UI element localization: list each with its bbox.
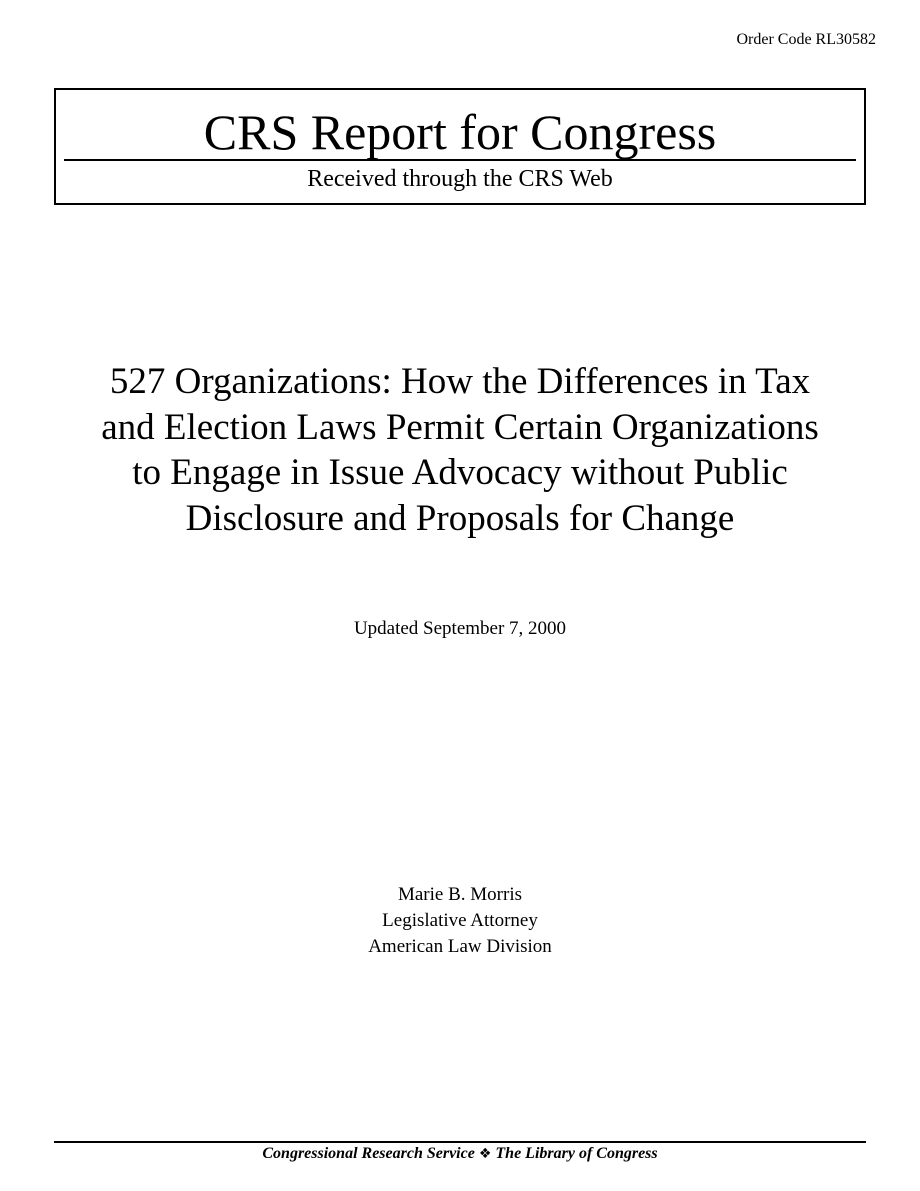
footer xyxy=(0,1143,920,1165)
footer-separator-icon: ❖ xyxy=(478,1146,492,1162)
document-title xyxy=(60,359,860,541)
footer-library: The Library of Congress xyxy=(495,1145,658,1162)
document-title-line: Disclosure and Proposals for Change xyxy=(185,497,735,539)
document-title-line: and Election Laws Permit Certain Organizations xyxy=(101,406,819,448)
document-title-line: 527 Organizations: How the Differences in Tax xyxy=(109,361,811,402)
order-code: Order Code RL30582 xyxy=(736,31,876,48)
banner-divider xyxy=(64,159,856,161)
document-title-line: to Engage in Issue Advocacy without Public xyxy=(132,452,788,493)
author-division: American Law Division xyxy=(368,936,552,957)
author-block xyxy=(0,882,920,960)
footer-organization: Congressional Research Service xyxy=(262,1145,475,1162)
author-position: Legislative Attorney xyxy=(382,910,538,931)
document-date: Updated September 7, 2000 xyxy=(353,618,567,639)
report-banner-subtitle: Received through the CRS Web xyxy=(307,166,613,192)
author-name: Marie B. Morris xyxy=(397,884,522,905)
report-banner-title: CRS Report for Congress xyxy=(203,104,717,160)
